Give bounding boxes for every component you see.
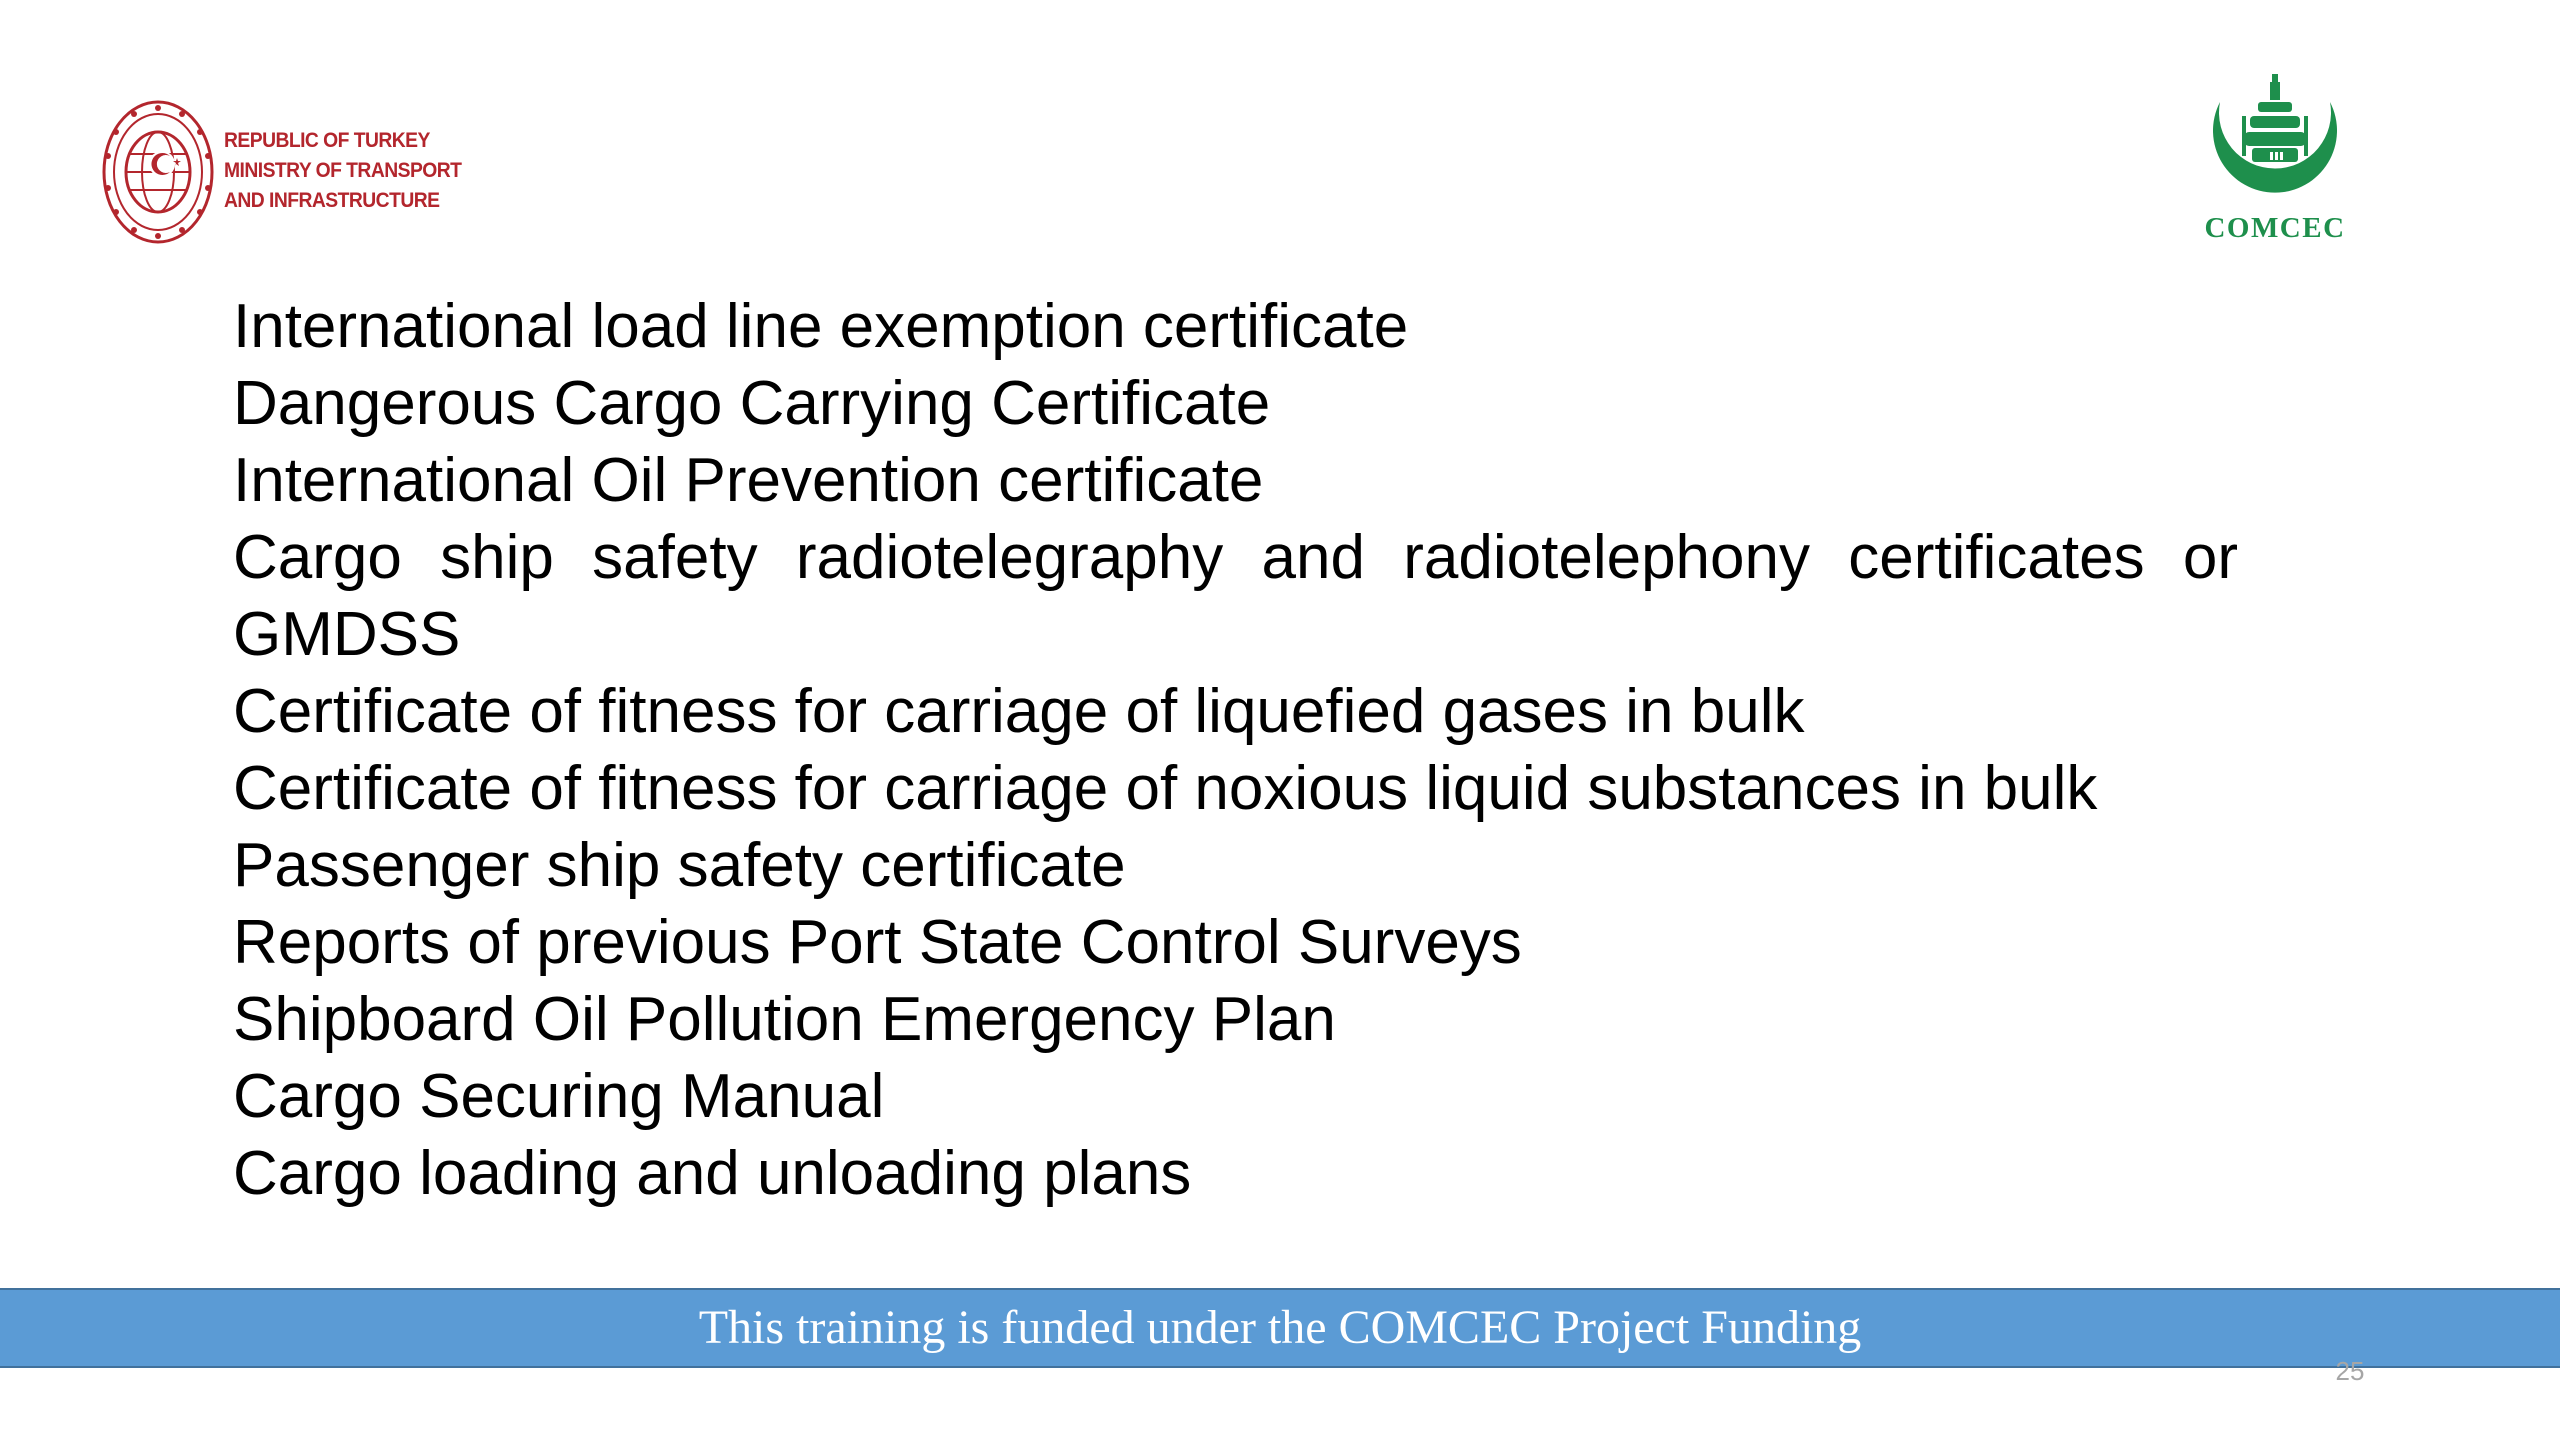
list-item: Cargo ship safety radiotelegraphy and radiotelephony certificates or GMDSS [233, 523, 2238, 669]
ministry-line-2: MINISTRY OF TRANSPORT [224, 159, 462, 182]
list-item: Certificate of fitness for carriage of noxious liquid substances in bulk [233, 754, 2098, 823]
comcec-name: COMCEC [2204, 212, 2346, 244]
comcec-emblem-icon [2180, 72, 2370, 212]
ministry-logo [100, 98, 480, 246]
ministry-name [224, 126, 461, 216]
list-item: International load line exemption certificate [233, 292, 1409, 361]
list-item: International Oil Prevention certificate [233, 446, 1264, 515]
certificate-list [233, 288, 2238, 1212]
list-item: Cargo Securing Manual [233, 1062, 885, 1131]
list-item: Reports of previous Port State Control Surveys [233, 908, 1522, 977]
footer-banner [0, 1288, 2560, 1368]
list-item: Cargo loading and unloading plans [233, 1139, 1192, 1208]
list-item: Certificate of fitness for carriage of liquefied gases in bulk [233, 677, 1805, 746]
list-item: Dangerous Cargo Carrying Certificate [233, 369, 1271, 438]
list-item: Shipboard Oil Pollution Emergency Plan [233, 985, 1336, 1054]
list-item: Passenger ship safety certificate [233, 831, 1126, 900]
comcec-logo [2180, 72, 2370, 252]
turkish-emblem-icon [100, 98, 216, 246]
footer-text: This training is funded under the COMCEC Project Funding [698, 1301, 1862, 1354]
ministry-line-3: AND INFRASTRUCTURE [224, 189, 440, 212]
ministry-line-1: REPUBLIC OF TURKEY [224, 129, 430, 152]
page-number: 25 [2335, 1356, 2365, 1386]
